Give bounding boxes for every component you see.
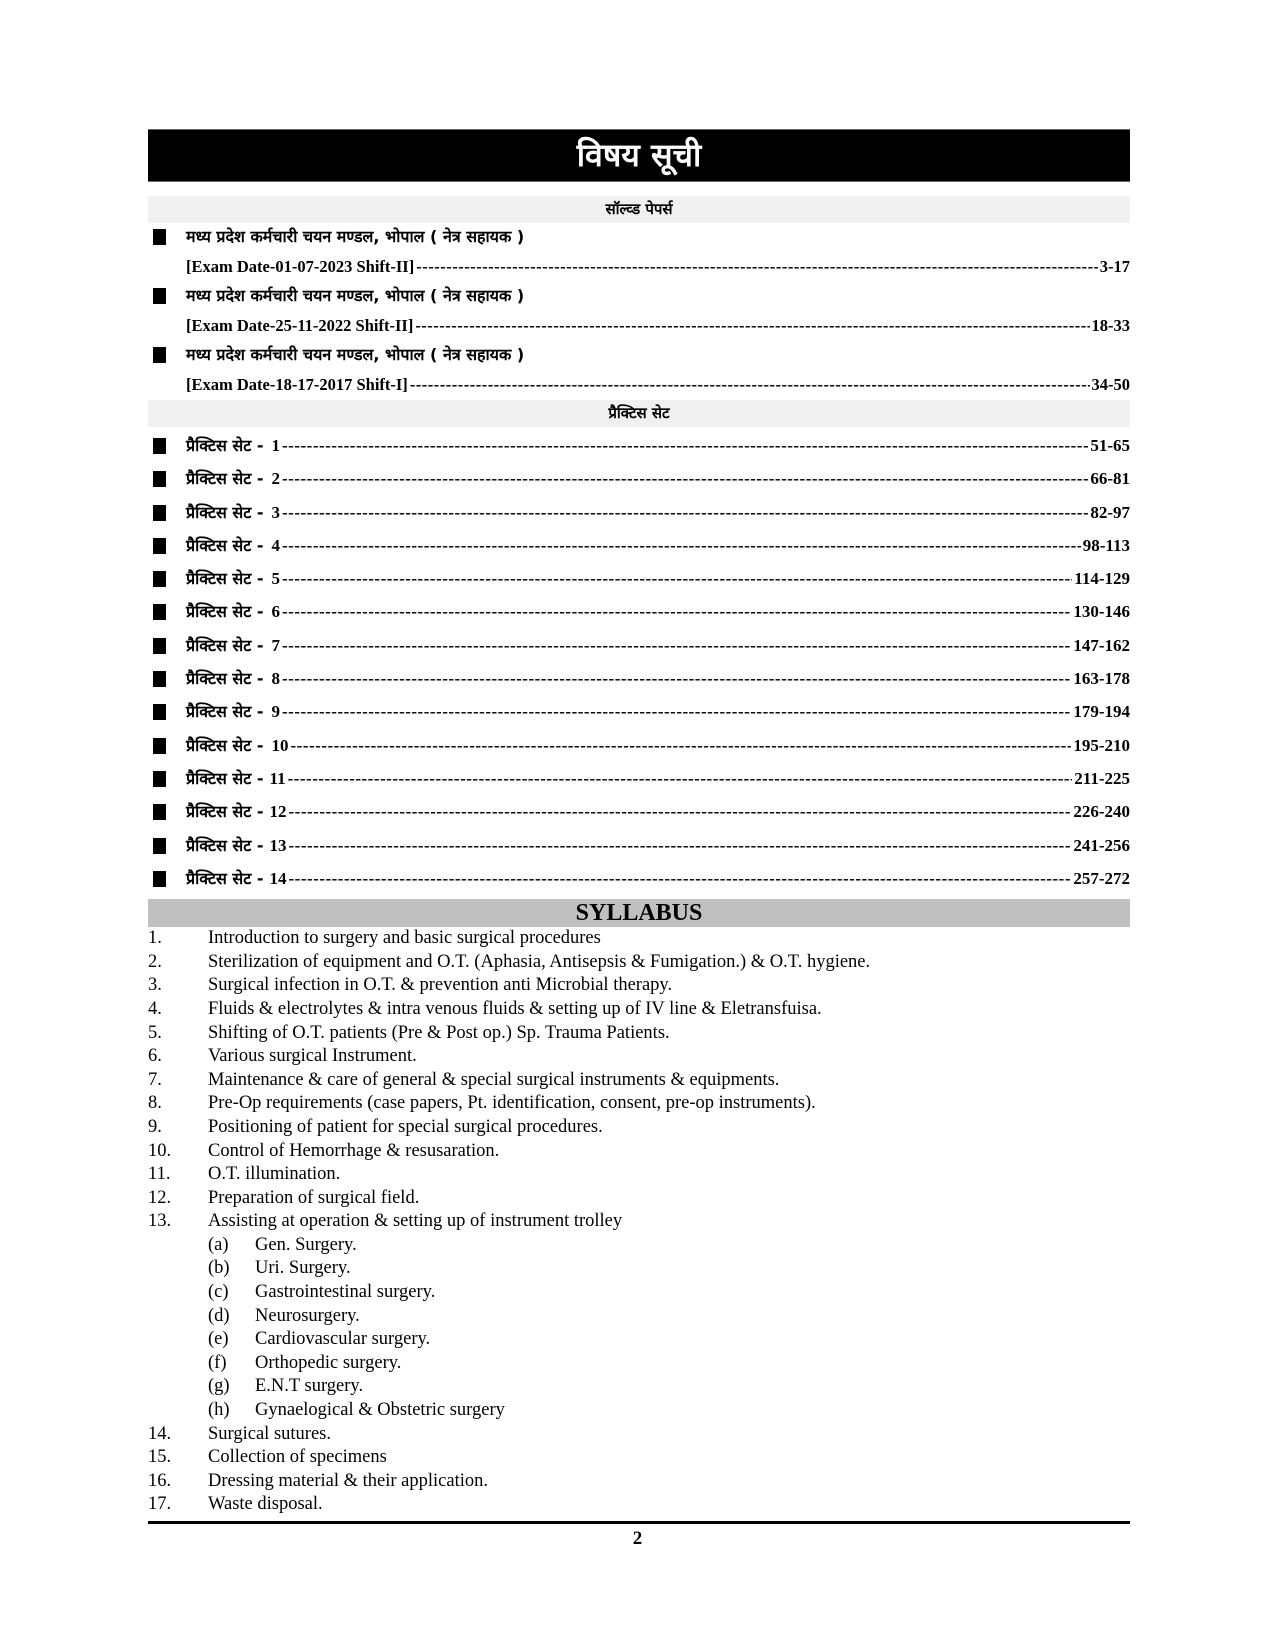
square-bullet-icon: [153, 738, 166, 754]
dot-leader: [291, 729, 1072, 762]
dot-leader: [282, 595, 1071, 628]
dot-leader: [289, 862, 1072, 895]
syllabus-item-text: O.T. illumination.: [208, 1164, 341, 1185]
contents-page: [148, 129, 1130, 1517]
sub-item-letter: (d): [208, 1305, 230, 1326]
syllabus-item-number: 5.: [148, 1022, 162, 1043]
practice-set-number: 14: [269, 868, 287, 888]
sub-item-letter: (h): [208, 1400, 230, 1421]
dot-leader: [415, 310, 1089, 341]
dot-leader: [282, 695, 1071, 728]
square-bullet-icon: [153, 804, 166, 820]
page-range: 147-162: [1073, 635, 1130, 655]
syllabus-item-number: 1.: [148, 928, 162, 949]
practice-set-entry[interactable]: [148, 462, 1130, 495]
footer-rule: [148, 1521, 1130, 1524]
syllabus-item: [148, 1423, 1130, 1447]
square-bullet-icon: [153, 771, 166, 787]
syllabus-item-text: Pre-Op requirements (case papers, Pt. identification, consent, pre-op instruments).: [208, 1093, 816, 1114]
practice-set-entry[interactable]: [148, 762, 1130, 795]
solved-papers-list: [148, 223, 1130, 400]
dot-leader: [410, 369, 1090, 400]
square-bullet-icon: [153, 347, 166, 363]
syllabus-item: [148, 1470, 1130, 1494]
syllabus-item: [148, 1045, 1130, 1069]
square-bullet-icon: [153, 704, 166, 720]
syllabus-sub-item: [148, 1399, 1130, 1423]
practice-set-number: 5: [271, 569, 281, 589]
practice-set-entry[interactable]: [148, 496, 1130, 529]
exam-date: [Exam Date-25-11-2022 Shift-II]: [186, 316, 414, 335]
sub-item-letter: (c): [208, 1282, 229, 1303]
page-range: 114-129: [1074, 569, 1130, 589]
solved-paper-entry[interactable]: [148, 282, 1130, 341]
syllabus-item-text: Waste disposal.: [208, 1494, 323, 1515]
syllabus-item-number: 17.: [148, 1494, 172, 1515]
syllabus-item-number: 12.: [148, 1187, 172, 1208]
sub-item-text: Neurosurgery.: [255, 1305, 360, 1326]
exam-date: [Exam Date-01-07-2023 Shift-II]: [186, 257, 415, 276]
syllabus-item-text: Preparation of surgical field.: [208, 1187, 420, 1208]
practice-set-entry[interactable]: [148, 529, 1130, 562]
practice-set-number: 6: [271, 602, 281, 622]
solved-paper-entry[interactable]: [148, 223, 1130, 282]
practice-set-label: प्रैक्टिस सेट -: [186, 735, 264, 755]
practice-set-entry[interactable]: [148, 695, 1130, 728]
practice-sets-heading: प्रैक्टिस सेट: [148, 400, 1130, 427]
practice-set-label: प्रैक्टिस सेट -: [186, 602, 264, 622]
sub-item-letter: (f): [208, 1352, 227, 1373]
syllabus-item-number: 10.: [148, 1140, 172, 1161]
sub-item-text: Uri. Surgery.: [255, 1258, 351, 1279]
page-range: 226-240: [1073, 802, 1130, 822]
syllabus-item-text: Shifting of O.T. patients (Pre & Post op.) Sp. Trauma Patients.: [208, 1022, 670, 1043]
dot-leader: [282, 562, 1072, 595]
practice-set-label: प्रैक्टिस सेट -: [186, 669, 264, 689]
syllabus-item: [148, 1446, 1130, 1470]
syllabus-item-text: Maintenance & care of general & special surgical instruments & equipments.: [208, 1069, 780, 1090]
page-range: 163-178: [1073, 669, 1130, 689]
practice-set-number: 10: [271, 735, 289, 755]
dot-leader: [282, 629, 1071, 662]
practice-set-label: प्रैक्टिस सेट -: [186, 802, 264, 822]
practice-set-number: 2: [271, 469, 281, 489]
dot-leader: [416, 251, 1098, 282]
page-range: 179-194: [1073, 702, 1130, 722]
syllabus-item: [148, 998, 1130, 1022]
square-bullet-icon: [153, 638, 166, 654]
syllabus-item: [148, 1092, 1130, 1116]
syllabus-item-text: Various surgical Instrument.: [208, 1046, 417, 1067]
sub-item-letter: (a): [208, 1234, 229, 1255]
syllabus-item-text: Control of Hemorrhage & resusaration.: [208, 1140, 500, 1161]
page-range: 82-97: [1090, 502, 1130, 522]
practice-set-entry[interactable]: [148, 662, 1130, 695]
syllabus-item-number: 16.: [148, 1470, 172, 1491]
page-title: विषय सूची: [148, 129, 1130, 182]
practice-set-label: प्रैक्टिस सेट -: [186, 436, 264, 455]
syllabus-item-number: 4.: [148, 998, 162, 1019]
practice-set-entry[interactable]: [148, 562, 1130, 595]
dot-leader: [282, 529, 1081, 562]
solved-paper-title: मध्य प्रदेश कर्मचारी चयन मण्डल, भोपाल ( नेत्र सहायक ): [186, 345, 525, 364]
square-bullet-icon: [153, 438, 166, 454]
practice-set-label: प्रैक्टिस सेट -: [186, 702, 264, 722]
page-range: 34-50: [1091, 375, 1130, 394]
syllabus-item-text: Introduction to surgery and basic surgical procedures: [208, 928, 601, 949]
page-number: 2: [632, 1528, 643, 1549]
practice-set-label: प्रैक्टिस सेट -: [186, 835, 264, 855]
syllabus-item-number: 8.: [148, 1093, 162, 1114]
sub-item-text: Cardiovascular surgery.: [255, 1329, 431, 1350]
syllabus-item-number: 6.: [148, 1046, 162, 1067]
practice-set-number: 3: [271, 502, 281, 522]
syllabus-item-number: 13.: [148, 1211, 172, 1232]
practice-set-number: 13: [269, 835, 287, 855]
syllabus-item: [148, 1140, 1130, 1164]
sub-item-letter: (e): [208, 1329, 229, 1350]
practice-set-label: प्रैक्टिस सेट -: [186, 502, 264, 522]
practice-set-number: 12: [269, 802, 287, 822]
syllabus-item-text: Dressing material & their application.: [208, 1470, 488, 1491]
syllabus-item-number: 15.: [148, 1447, 172, 1468]
practice-set-number: 7: [271, 635, 281, 655]
syllabus-item-text: Assisting at operation & setting up of instrument trolley: [208, 1211, 623, 1232]
syllabus-item: [148, 951, 1130, 975]
square-bullet-icon: [153, 288, 166, 304]
solved-paper-title: मध्य प्रदेश कर्मचारी चयन मण्डल, भोपाल ( नेत्र सहायक ): [186, 227, 525, 246]
practice-sets-list: [148, 429, 1130, 895]
practice-set-entry[interactable]: [148, 829, 1130, 862]
syllabus-sub-item: [148, 1352, 1130, 1376]
practice-set-label: प्रैक्टिस सेट -: [186, 868, 264, 888]
syllabus-item: [148, 1069, 1130, 1093]
syllabus-sub-item: [148, 1257, 1130, 1281]
square-bullet-icon: [153, 571, 166, 587]
syllabus-heading: SYLLABUS: [148, 899, 1130, 927]
square-bullet-icon: [153, 538, 166, 554]
practice-set-entry[interactable]: [148, 429, 1130, 462]
solved-paper-title: मध्य प्रदेश कर्मचारी चयन मण्डल, भोपाल ( नेत्र सहायक ): [186, 286, 525, 305]
practice-set-entry[interactable]: [148, 729, 1130, 762]
practice-set-label: प्रैक्टिस सेट -: [186, 635, 264, 655]
dot-leader: [289, 795, 1072, 828]
sub-item-text: Orthopedic surgery.: [255, 1352, 402, 1373]
page-range: 18-33: [1091, 316, 1130, 335]
practice-set-number: 8: [271, 669, 281, 689]
syllabus-sub-item: [148, 1375, 1130, 1399]
syllabus-sub-item: [148, 1234, 1130, 1258]
syllabus-item: [148, 1493, 1130, 1517]
dot-leader: [288, 762, 1073, 795]
square-bullet-icon: [153, 471, 166, 487]
syllabus-item-number: 14.: [148, 1423, 172, 1444]
practice-set-number: 4: [271, 535, 281, 555]
sub-item-letter: (b): [208, 1258, 230, 1279]
sub-item-text: Gen. Surgery.: [255, 1234, 357, 1255]
syllabus-item-text: Positioning of patient for special surgical procedures.: [208, 1116, 603, 1137]
syllabus-sub-item: [148, 1305, 1130, 1329]
sub-item-letter: (g): [208, 1376, 230, 1397]
page-range: 51-65: [1090, 436, 1130, 455]
page-range: 211-225: [1074, 768, 1130, 788]
dot-leader: [282, 462, 1088, 495]
sub-item-text: Gastrointestinal surgery.: [255, 1282, 436, 1303]
syllabus-sub-item: [148, 1328, 1130, 1352]
dot-leader: [282, 662, 1071, 695]
syllabus-item-number: 11.: [148, 1164, 171, 1185]
page-range: 241-256: [1073, 835, 1130, 855]
practice-set-label: प्रैक्टिस सेट -: [186, 469, 264, 489]
square-bullet-icon: [153, 838, 166, 854]
square-bullet-icon: [153, 871, 166, 887]
syllabus-item-number: 9.: [148, 1116, 162, 1137]
square-bullet-icon: [153, 229, 166, 245]
syllabus-item: [148, 927, 1130, 951]
syllabus-item-number: 7.: [148, 1069, 162, 1090]
practice-set-entry[interactable]: [148, 629, 1130, 662]
syllabus-item: [148, 1187, 1130, 1211]
syllabus-item: [148, 974, 1130, 998]
syllabus-item-number: 2.: [148, 951, 162, 972]
practice-set-label: प्रैक्टिस सेट -: [186, 535, 264, 555]
practice-set-number: 1: [271, 436, 281, 455]
syllabus-item: [148, 1163, 1130, 1187]
syllabus-item-text: Surgical infection in O.T. & prevention anti Microbial therapy.: [208, 975, 673, 996]
dot-leader: [282, 496, 1088, 529]
sub-item-text: Gynaelogical & Obstetric surgery: [255, 1400, 505, 1421]
page-range: 257-272: [1073, 868, 1130, 888]
practice-set-label: प्रैक्टिस सेट -: [186, 569, 264, 589]
syllabus-item-number: 3.: [148, 975, 162, 996]
page-range: 98-113: [1082, 535, 1130, 555]
practice-set-number: 11: [269, 768, 286, 788]
practice-set-entry[interactable]: [148, 795, 1130, 828]
syllabus-item-text: Sterilization of equipment and O.T. (Aphasia, Antisepsis & Fumigation.) & O.T. hygiene.: [208, 951, 871, 972]
syllabus-item: [148, 1210, 1130, 1234]
syllabus-item: [148, 1116, 1130, 1140]
page-range: 3-17: [1099, 257, 1130, 276]
sub-item-text: E.N.T surgery.: [255, 1376, 364, 1397]
syllabus-item: [148, 1022, 1130, 1046]
practice-set-entry[interactable]: [148, 595, 1130, 628]
square-bullet-icon: [153, 671, 166, 687]
square-bullet-icon: [153, 505, 166, 521]
syllabus-item-text: Fluids & electrolytes & intra venous fluids & setting up of IV line & Eletransfuisa.: [208, 998, 822, 1019]
solved-paper-entry[interactable]: [148, 341, 1130, 400]
syllabus-item-text: Collection of specimens: [208, 1447, 387, 1468]
exam-date: [Exam Date-18-17-2017 Shift-I]: [186, 375, 408, 394]
page-range: 66-81: [1090, 469, 1130, 489]
page-range: 195-210: [1073, 735, 1130, 755]
dot-leader: [289, 829, 1072, 862]
solved-papers-heading: सॉल्व्ड पेपर्स: [148, 196, 1130, 223]
practice-set-entry[interactable]: [148, 862, 1130, 895]
dot-leader: [282, 429, 1088, 462]
square-bullet-icon: [153, 604, 166, 620]
syllabus-list: [148, 927, 1130, 1517]
practice-set-label: प्रैक्टिस सेट -: [186, 768, 264, 788]
page-range: 130-146: [1073, 602, 1130, 622]
practice-set-number: 9: [271, 702, 281, 722]
syllabus-item-text: Surgical sutures.: [208, 1423, 331, 1444]
syllabus-sub-item: [148, 1281, 1130, 1305]
